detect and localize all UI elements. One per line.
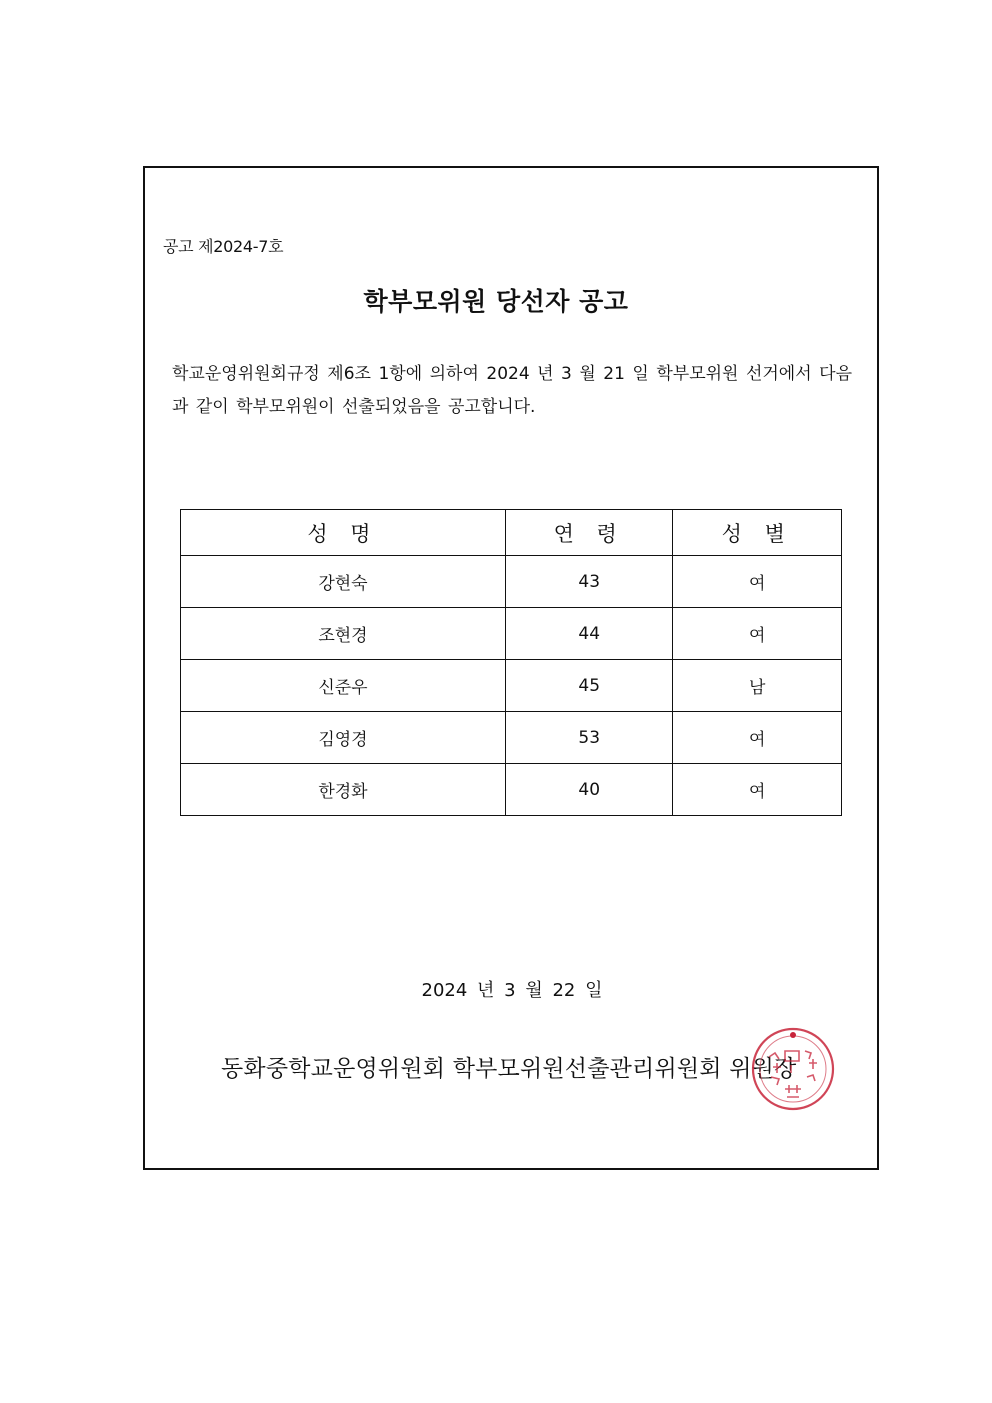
cell-age: 44: [505, 608, 673, 660]
table-row: [181, 660, 842, 712]
cell-age: 45: [505, 660, 673, 712]
header-gender: 성 별: [673, 510, 842, 556]
cell-gender: 여: [673, 608, 842, 660]
table-header-row: [181, 510, 842, 556]
cell-name: 조현경: [181, 608, 506, 660]
cell-gender: 여: [673, 556, 842, 608]
cell-name: 김영경: [181, 712, 506, 764]
cell-age: 40: [505, 764, 673, 816]
signature-line: 동화중학교운영위원회 학부모위원선출관리위원회 위원장: [221, 1056, 797, 1082]
table-row: [181, 556, 842, 608]
cell-name: 신준우: [181, 660, 506, 712]
official-seal-stamp: [751, 1027, 835, 1111]
cell-age: 43: [505, 556, 673, 608]
notice-number: 공고 제2024-7호: [163, 237, 284, 256]
header-age: 연 령: [505, 510, 673, 556]
cell-gender: 남: [673, 660, 842, 712]
cell-age: 53: [505, 712, 673, 764]
notice-date: 2024 년 3 월 22 일: [421, 980, 603, 1001]
table-row: [181, 608, 842, 660]
header-name: 성 명: [181, 510, 506, 556]
cell-gender: 여: [673, 764, 842, 816]
cell-name: 한경화: [181, 764, 506, 816]
winners-table: [180, 509, 842, 816]
table-row: [181, 764, 842, 816]
notice-body: 학교운영위원회규정 제6조 1항에 의하여 2024 년 3 월 21 일 학부모위원 선거에서 다음과 같이 학부모위원이 선출되었음을 공고합니다.: [172, 364, 852, 417]
document-title: 학부모위원 당선자 공고: [363, 287, 629, 316]
cell-gender: 여: [673, 712, 842, 764]
table-row: [181, 712, 842, 764]
cell-name: 강현숙: [181, 556, 506, 608]
